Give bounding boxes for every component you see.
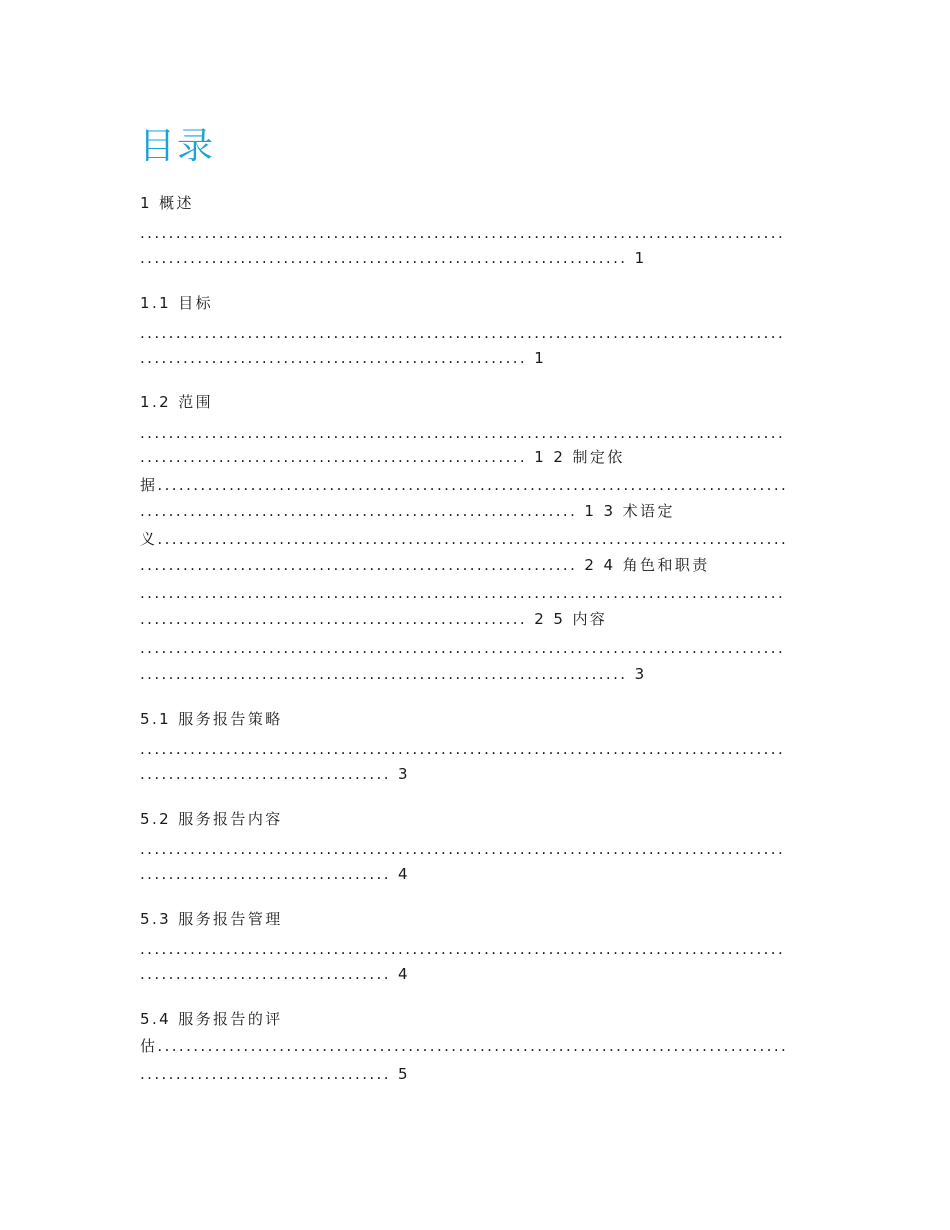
toc-leader-line-page: ................................... 4 [140, 965, 410, 983]
toc-leader-line-page: ...................................................... 2 5 内容 [140, 610, 608, 628]
toc-leader-line: .......................................................................................... [140, 840, 786, 858]
toc-entry-heading-5-3: 5.3 服务报告管理 [140, 910, 283, 928]
toc-leader-line: .......................................................................................... [140, 424, 786, 442]
toc-entry-heading-1-1: 1.1 目标 [140, 294, 214, 312]
toc-leader-line: 估........................................................................................ [140, 1037, 789, 1055]
toc-leader-line: .......................................................................................... [140, 940, 786, 958]
toc-leader-line-page: ............................................................. 2 4 角色和职责 [140, 556, 710, 574]
toc-entry-heading-5-4: 5.4 服务报告的评 [140, 1010, 283, 1028]
toc-leader-line: .......................................................................................... [140, 324, 786, 342]
toc-leader-line-page: ...................................................... 1 [140, 349, 547, 367]
toc-leader-line-page: ...................................................... 1 2 制定依 [140, 448, 625, 466]
toc-leader-line: .......................................................................................... [140, 639, 786, 657]
toc-entry-heading-5-2: 5.2 服务报告内容 [140, 810, 283, 828]
toc-leader-line: 据........................................................................................ [140, 476, 789, 494]
toc-leader-line: 义........................................................................................ [140, 530, 789, 548]
toc-entry-heading-1-2: 1.2 范围 [140, 393, 214, 411]
toc-leader-line-page: ................................... 5 [140, 1065, 410, 1083]
toc-leader-line-page: ............................................................. 1 3 术语定 [140, 502, 675, 520]
toc-title: 目录 [139, 126, 216, 167]
toc-leader-line-page: ................................... 3 [140, 765, 410, 783]
toc-entry-heading-1: 1 概述 [140, 194, 194, 212]
toc-entry-heading-5-1: 5.1 服务报告策略 [140, 710, 283, 728]
toc-leader-line: .......................................................................................... [140, 740, 786, 758]
toc-leader-line: .......................................................................................... [140, 224, 786, 242]
toc-leader-line-page: .................................................................... 1 [140, 249, 647, 267]
toc-leader-line: .......................................................................................... [140, 584, 786, 602]
toc-leader-line-page: .................................................................... 3 [140, 665, 647, 683]
toc-leader-line-page: ................................... 4 [140, 865, 410, 883]
